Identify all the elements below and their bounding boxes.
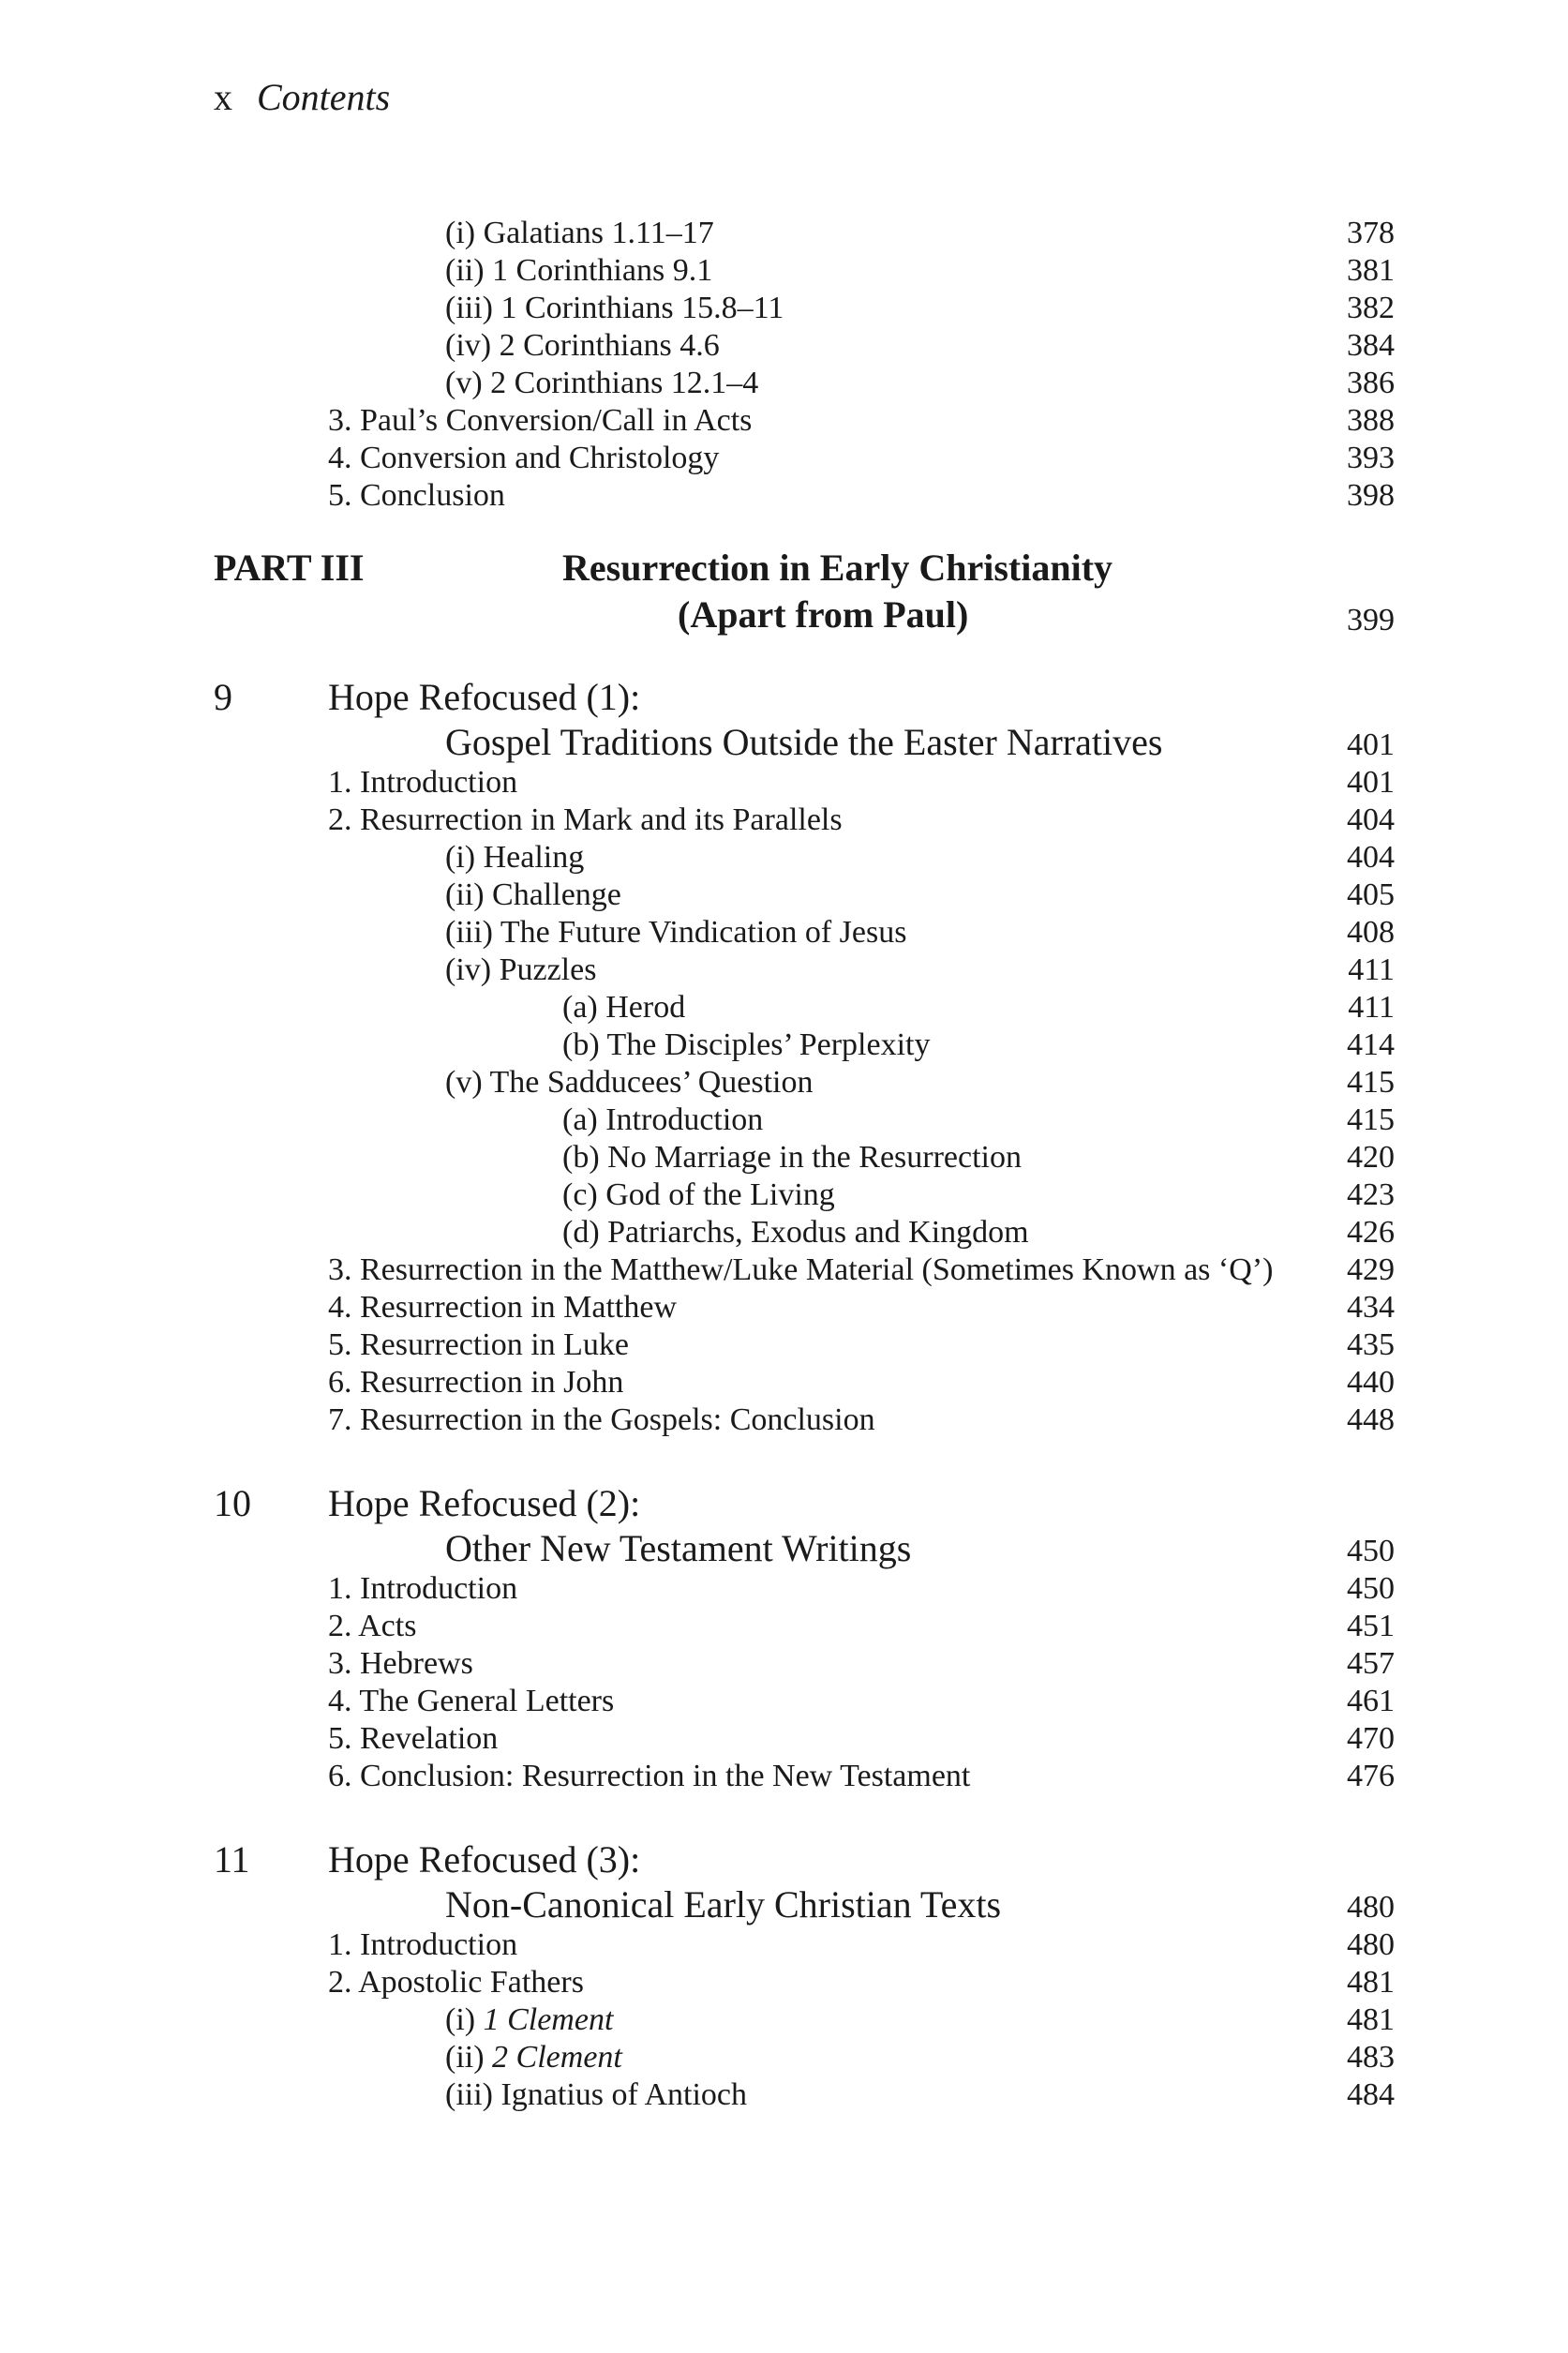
- toc-entry-label: (d) Patriarchs, Exodus and Kingdom: [562, 1215, 1029, 1250]
- toc-entry: [0, 1401, 1568, 1439]
- toc-entry-page: 461: [1347, 1684, 1395, 1718]
- toc-entry-label: 3. Paul’s Conversion/Call in Acts: [328, 403, 753, 438]
- chapter-page-number: 450: [1347, 1534, 1395, 1568]
- toc-entry-label: (ii) 1 Corinthians 9.1: [445, 253, 713, 288]
- chapter-number: 11: [214, 1838, 250, 1881]
- toc-entry-label: 4. The General Letters: [328, 1684, 615, 1718]
- chapter-number: 9: [214, 676, 232, 718]
- toc-entry: [0, 252, 1568, 290]
- toc-entry-label: (v) 2 Corinthians 12.1–4: [445, 366, 759, 400]
- toc-entry-label: (b) The Disciples’ Perplexity: [562, 1027, 931, 1062]
- toc-entry-label: (iii) Ignatius of Antioch: [445, 2077, 748, 2112]
- toc-entry-label: 2. Apostolic Fathers: [328, 1965, 584, 2000]
- toc-entry: [0, 877, 1568, 914]
- chapter-page-number: 480: [1347, 1890, 1395, 1925]
- toc-entry-page: 429: [1347, 1252, 1395, 1287]
- toc-entry-page: 388: [1347, 403, 1395, 438]
- toc-entry-page: 398: [1347, 478, 1395, 513]
- toc-entry-label: (ii) Challenge: [445, 877, 621, 912]
- toc-entry: [0, 1102, 1568, 1139]
- toc-entry: [0, 1645, 1568, 1683]
- toc-entry-page: 415: [1347, 1065, 1395, 1100]
- toc-entry: [0, 2039, 1568, 2076]
- toc-entry-page: 386: [1347, 366, 1395, 400]
- toc-entry-numeral: (ii): [445, 2040, 485, 2075]
- toc-entry-label: [445, 2039, 622, 2076]
- toc-entry-page: 435: [1347, 1327, 1395, 1362]
- toc-entry: [0, 1964, 1568, 2001]
- toc-entry-label: (v) The Sadducees’ Question: [445, 1065, 814, 1100]
- chapter-subtitle: Non-Canonical Early Christian Texts: [445, 1883, 1002, 1926]
- toc-entry-label: 4. Conversion and Christology: [328, 441, 720, 475]
- toc-entry-label: (i) Galatians 1.11–17: [445, 216, 714, 250]
- running-header: [214, 75, 390, 119]
- toc-entry-label: 5. Conclusion: [328, 478, 505, 513]
- toc-entry: [0, 440, 1568, 477]
- toc-entry-page: 470: [1347, 1721, 1395, 1756]
- toc-entry-page: 483: [1347, 2040, 1395, 2075]
- chapter-page-number: 401: [1347, 727, 1395, 762]
- toc-entry: [0, 2076, 1568, 2114]
- toc-entry-page: 405: [1347, 877, 1395, 912]
- toc-entry-page: 401: [1347, 765, 1395, 800]
- toc-entry: [0, 290, 1568, 327]
- toc-entry-page: 384: [1347, 328, 1395, 363]
- part-label: PART III: [214, 547, 365, 589]
- toc-entry-page: 411: [1348, 952, 1395, 987]
- chapter-number: 10: [214, 1482, 251, 1524]
- toc-entry-label: 7. Resurrection in the Gospels: Conclusion: [328, 1402, 875, 1437]
- toc-entry-label: (i) Healing: [445, 840, 585, 875]
- toc-entry-page: 440: [1347, 1365, 1395, 1400]
- toc-entry: [0, 2001, 1568, 2039]
- toc-entry-page: 420: [1347, 1140, 1395, 1175]
- toc-entry-label: (a) Introduction: [562, 1102, 764, 1137]
- toc-entry-label: 1. Introduction: [328, 765, 518, 800]
- toc-entry-page: 414: [1347, 1027, 1395, 1062]
- toc-entry-label: (iv) 2 Corinthians 4.6: [445, 328, 720, 363]
- toc-entry: [0, 1251, 1568, 1289]
- toc-entry-page: 393: [1347, 441, 1395, 475]
- toc-entry-label: 1. Introduction: [328, 1571, 518, 1606]
- toc-entry-label: 2. Resurrection in Mark and its Parallels: [328, 802, 843, 837]
- toc-entry: [0, 1608, 1568, 1645]
- header-page-numeral: x: [214, 76, 232, 118]
- toc-entry: [0, 1176, 1568, 1214]
- toc-entry: [0, 1289, 1568, 1326]
- toc-entry: [0, 1027, 1568, 1064]
- toc-entry: [0, 365, 1568, 402]
- toc-entry: [0, 802, 1568, 839]
- part-page-number: 399: [1347, 603, 1395, 637]
- toc-entry-page: 481: [1347, 1965, 1395, 2000]
- toc-entry-page: 450: [1347, 1571, 1395, 1606]
- toc-entry: [0, 1720, 1568, 1758]
- toc-entry-label: 5. Resurrection in Luke: [328, 1327, 630, 1362]
- chapter-title: Hope Refocused (3):: [328, 1838, 641, 1881]
- toc-entry-label: (iii) The Future Vindication of Jesus: [445, 915, 907, 950]
- part-subtitle: (Apart from Paul): [678, 593, 969, 636]
- chapter-subtitle: Other New Testament Writings: [445, 1527, 912, 1569]
- chapter-subtitle: Gospel Traditions Outside the Easter Narratives: [445, 721, 1163, 763]
- toc-entry-page: 451: [1347, 1609, 1395, 1643]
- toc-entry-page: 408: [1347, 915, 1395, 950]
- toc-entry-page: 423: [1347, 1177, 1395, 1212]
- toc-entry-page: 426: [1347, 1215, 1395, 1250]
- toc-entry-italic-title: 2 Clement: [492, 2040, 622, 2075]
- toc-entry: [0, 914, 1568, 952]
- toc-entry: [0, 1926, 1568, 1964]
- toc-entry: [0, 989, 1568, 1027]
- toc-entry-label: 2. Acts: [328, 1609, 417, 1643]
- toc-entry-italic-title: 1 Clement: [483, 2002, 614, 2037]
- toc-entry-page: 378: [1347, 216, 1395, 250]
- toc-entry: [0, 1326, 1568, 1364]
- toc-entry: [0, 1064, 1568, 1102]
- toc-entry-label: [445, 2001, 613, 2039]
- toc-entry: [0, 764, 1568, 802]
- toc-entry: [0, 477, 1568, 515]
- chapter-title: Hope Refocused (1):: [328, 676, 641, 718]
- toc-entry-label: (iv) Puzzles: [445, 952, 597, 987]
- chapter-title: Hope Refocused (2):: [328, 1482, 641, 1524]
- toc-entry-page: 481: [1347, 2002, 1395, 2037]
- toc-entry: [0, 215, 1568, 252]
- toc-entry-page: 448: [1347, 1402, 1395, 1437]
- toc-entry-page: 457: [1347, 1646, 1395, 1681]
- toc-entry-numeral: (i): [445, 2002, 476, 2037]
- toc-entry: [0, 402, 1568, 440]
- toc-entry: [0, 1214, 1568, 1251]
- toc-entry-label: 4. Resurrection in Matthew: [328, 1290, 678, 1325]
- toc-entry-page: 404: [1347, 840, 1395, 875]
- toc-entry: [0, 1139, 1568, 1176]
- toc-entry-label: (a) Herod: [562, 990, 686, 1025]
- toc-entry-label: 5. Revelation: [328, 1721, 499, 1756]
- toc-entry-label: 6. Resurrection in John: [328, 1365, 624, 1400]
- toc-entry-label: (iii) 1 Corinthians 15.8–11: [445, 291, 784, 325]
- toc-entry-page: 382: [1347, 291, 1395, 325]
- toc-entry-page: 476: [1347, 1759, 1395, 1793]
- toc-entry: [0, 327, 1568, 365]
- toc-entry-label: (c) God of the Living: [562, 1177, 835, 1212]
- toc-entry-label: 3. Hebrews: [328, 1646, 473, 1681]
- toc-entry-label: 1. Introduction: [328, 1927, 518, 1962]
- toc-entry: [0, 1570, 1568, 1608]
- toc-entry: [0, 1758, 1568, 1795]
- toc-entry-page: 434: [1347, 1290, 1395, 1325]
- toc-entry-page: 480: [1347, 1927, 1395, 1962]
- toc-entry-page: 415: [1347, 1102, 1395, 1137]
- toc-entry-label: 6. Conclusion: Resurrection in the New Testament: [328, 1759, 971, 1793]
- toc-entry-page: 484: [1347, 2077, 1395, 2112]
- toc-entry: [0, 1364, 1568, 1401]
- toc-entry-page: 404: [1347, 802, 1395, 837]
- toc-entry-label: (b) No Marriage in the Resurrection: [562, 1140, 1022, 1175]
- toc-entry-page: 411: [1348, 990, 1395, 1025]
- toc-entry: [0, 1683, 1568, 1720]
- header-title: Contents: [257, 76, 391, 118]
- toc-entry: [0, 839, 1568, 877]
- toc-entry: [0, 952, 1568, 989]
- toc-entry-label: 3. Resurrection in the Matthew/Luke Material (Sometimes Known as ‘Q’): [328, 1252, 1274, 1287]
- part-title: Resurrection in Early Christianity: [562, 547, 1113, 589]
- toc-entry-page: 381: [1347, 253, 1395, 288]
